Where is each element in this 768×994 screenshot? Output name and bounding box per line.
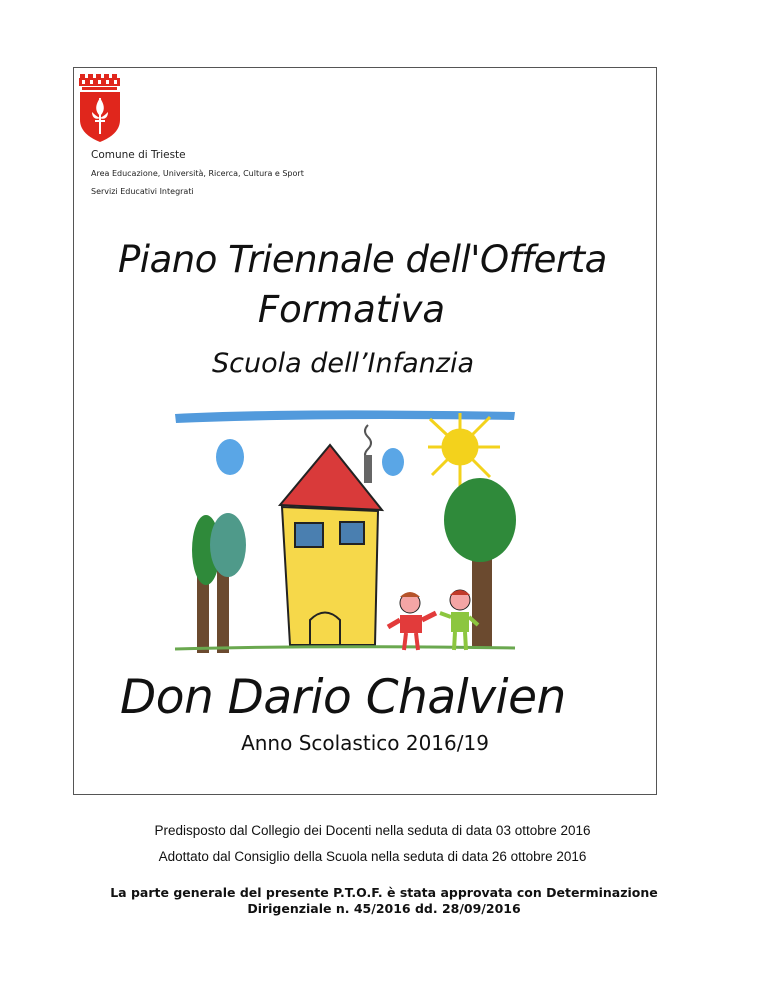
school-year: Anno Scolastico 2016/19: [241, 731, 489, 755]
child-drawing-house-illustration: [170, 405, 520, 655]
children: [388, 590, 478, 650]
cloud-right: [382, 448, 404, 476]
trieste-crest-logo: [78, 72, 122, 144]
org-municipality: Comune di Trieste: [91, 149, 186, 161]
org-department: Area Educazione, Università, Ricerca, Cultura e Sport: [91, 169, 304, 178]
adopted-by-note: Adottato dal Consiglio della Scuola nella seduta di data 26 ottobre 2016: [158, 849, 587, 864]
approval-note-line-2: Dirigenziale n. 45/2016 dd. 28/09/2016: [247, 901, 521, 916]
sun: [428, 413, 500, 487]
document-title-line-1: Piano Triennale dell'Offerta: [118, 238, 607, 281]
document-subtitle: Scuola dell’Infanzia: [211, 348, 475, 379]
document-title-line-2: Formativa: [257, 288, 446, 331]
school-name: Don Dario Chalvien: [120, 670, 566, 725]
approval-note-line-1: La parte generale del presente P.T.O.F. è stata approvata con Determinazione: [110, 885, 658, 900]
org-service: Servizi Educativi Integrati: [91, 187, 194, 196]
prepared-by-note: Predisposto dal Collegio dei Docenti nella seduta di data 03 ottobre 2016: [154, 823, 591, 838]
cloud-left: [216, 439, 244, 475]
